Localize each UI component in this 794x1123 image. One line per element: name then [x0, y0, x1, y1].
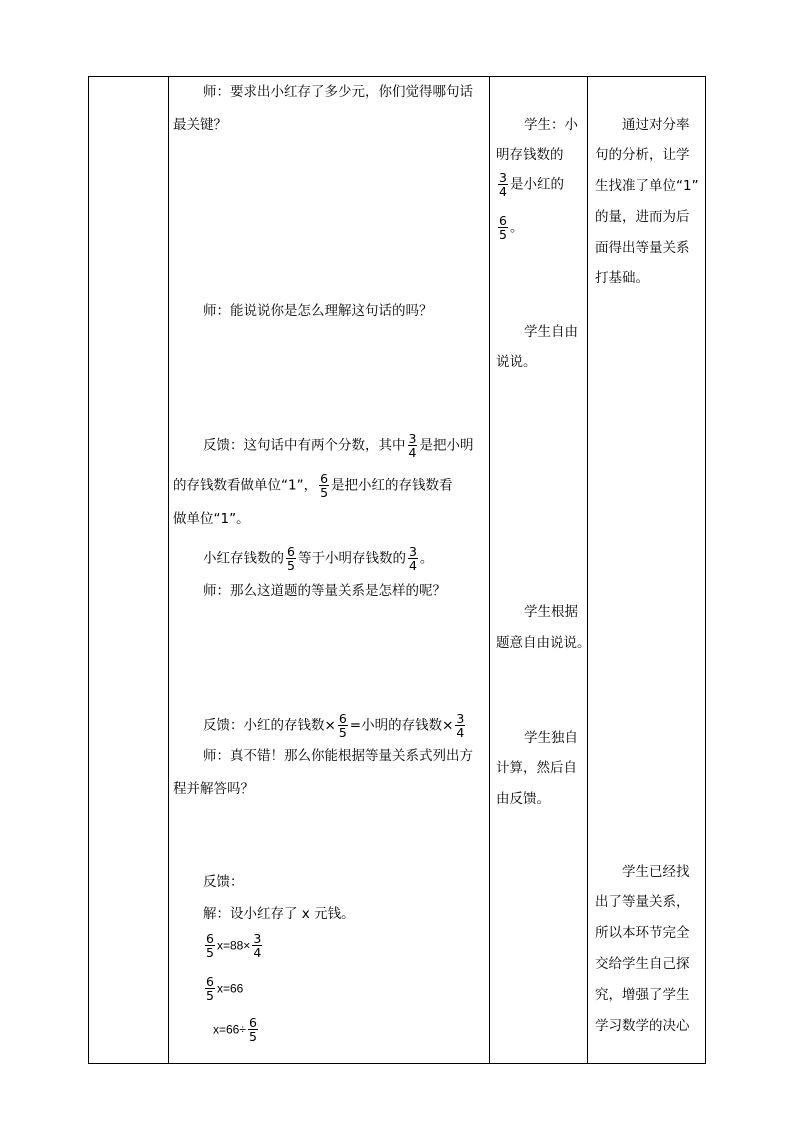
teacher-question-1-cont: 最关键？ — [173, 117, 227, 133]
teacher-question-2: 师：能说说你是怎么理解这句话的吗？ — [203, 303, 433, 319]
fraction-3-4: $\frac{3}{4}$ — [456, 711, 465, 740]
feedback-2: 反馈：小红的存钱数× $\frac{6}{5}$ =小明的存钱数× $\frac{3}{4}$ — [203, 711, 465, 740]
fraction-3-4: $\frac{3}{4}$ — [253, 931, 262, 960]
design-note-2-line3: 所以本环节完全 — [595, 925, 690, 941]
design-note-1-line2: 句的分析，让学 — [595, 147, 690, 163]
feedback-3: 反馈： — [203, 874, 244, 890]
teacher-question-4: 师：真不错！那么你能根据等量关系式列出方 — [203, 748, 473, 764]
student-answer-1-line4: $\frac{6}{5}$ 。 — [499, 213, 524, 242]
fraction-3-4: $\frac{3}{4}$ — [408, 544, 417, 573]
column-divider — [489, 77, 490, 1063]
fraction-6-5: $\frac{6}{5}$ — [287, 544, 295, 573]
design-note-2-line4: 交给学生自己探 — [595, 956, 690, 972]
fraction-3-4: $\frac{3}{4}$ — [408, 431, 417, 460]
design-note-1-line4: 的量，进而为后 — [595, 209, 690, 225]
student-answer-3-cont: 题意自由说说。 — [496, 635, 591, 651]
teacher-question-4-cont: 程并解答吗？ — [173, 781, 254, 797]
fraction-6-5: $\frac{6}{5}$ — [499, 213, 507, 242]
teacher-question-3: 师：那么这道题的等量关系是怎样的呢？ — [203, 583, 446, 599]
fraction-6-5: $\frac{6}{5}$ — [320, 471, 329, 500]
column-divider — [587, 77, 588, 1063]
fraction-6-5: $\frac{6}{5}$ — [206, 931, 214, 960]
feedback-1-end: 做单位“1”。 — [173, 511, 250, 527]
fraction-3-4: $\frac{3}{4}$ — [499, 170, 507, 199]
design-note-2-line5: 究，增强了学生 — [595, 987, 690, 1003]
design-note-2: 学生已经找 — [622, 864, 690, 880]
design-note-2-line6: 学习数学的决心 — [595, 1018, 690, 1034]
student-answer-2-cont: 说说。 — [496, 354, 537, 370]
teacher-question-1: 师：要求出小红存了多少元，你们觉得哪句话 — [203, 84, 473, 100]
fraction-6-5: $\frac{6}{5}$ — [248, 1015, 257, 1044]
design-note-1-line5: 面得出等量关系 — [595, 240, 690, 256]
equation-3: x=66÷ $\frac{6}{5}$ — [213, 1015, 257, 1044]
design-note-1-line3: 生找准了单位“1” — [595, 178, 699, 194]
design-note-1-line6: 打基础。 — [595, 270, 649, 286]
student-answer-2: 学生自由 — [524, 324, 578, 340]
student-answer-1-line3: $\frac{3}{4}$ 是小红的 — [499, 170, 564, 199]
student-answer-1-cont: 明存钱数的 — [496, 147, 564, 163]
equation-1: $\frac{6}{5}$ x=88× $\frac{3}{4}$ — [206, 931, 262, 960]
fraction-6-5: $\frac{6}{5}$ — [206, 974, 214, 1003]
student-answer-4-line2: 计算，然后自 — [496, 760, 577, 776]
student-answer-3: 学生根据 — [524, 604, 578, 620]
solution-intro: 解：设小红存了 x 元钱。 — [203, 906, 355, 922]
design-note-2-line2: 出了等量关系， — [595, 894, 690, 910]
design-note-1: 通过对分率 — [622, 117, 690, 133]
student-answer-4: 学生独自 — [524, 730, 578, 746]
equation-2: $\frac{6}{5}$ x=66 — [206, 974, 244, 1003]
feedback-1: 反馈：这句话中有两个分数，其中 $\frac{3}{4}$ 是把小明 — [203, 431, 474, 460]
student-answer-1: 学生：小 — [524, 117, 578, 133]
statement-relation: 小红存钱数的 $\frac{6}{5}$ 等于小明存钱数的 $\frac{3}{4}$ 。 — [203, 544, 434, 573]
feedback-1-cont: 的存钱数看做单位“1”， $\frac{6}{5}$ 是把小红的存钱数看 — [173, 471, 453, 500]
student-answer-4-line3: 由反馈。 — [496, 791, 550, 807]
fraction-6-5: $\frac{6}{5}$ — [338, 711, 347, 740]
column-divider — [168, 77, 169, 1063]
